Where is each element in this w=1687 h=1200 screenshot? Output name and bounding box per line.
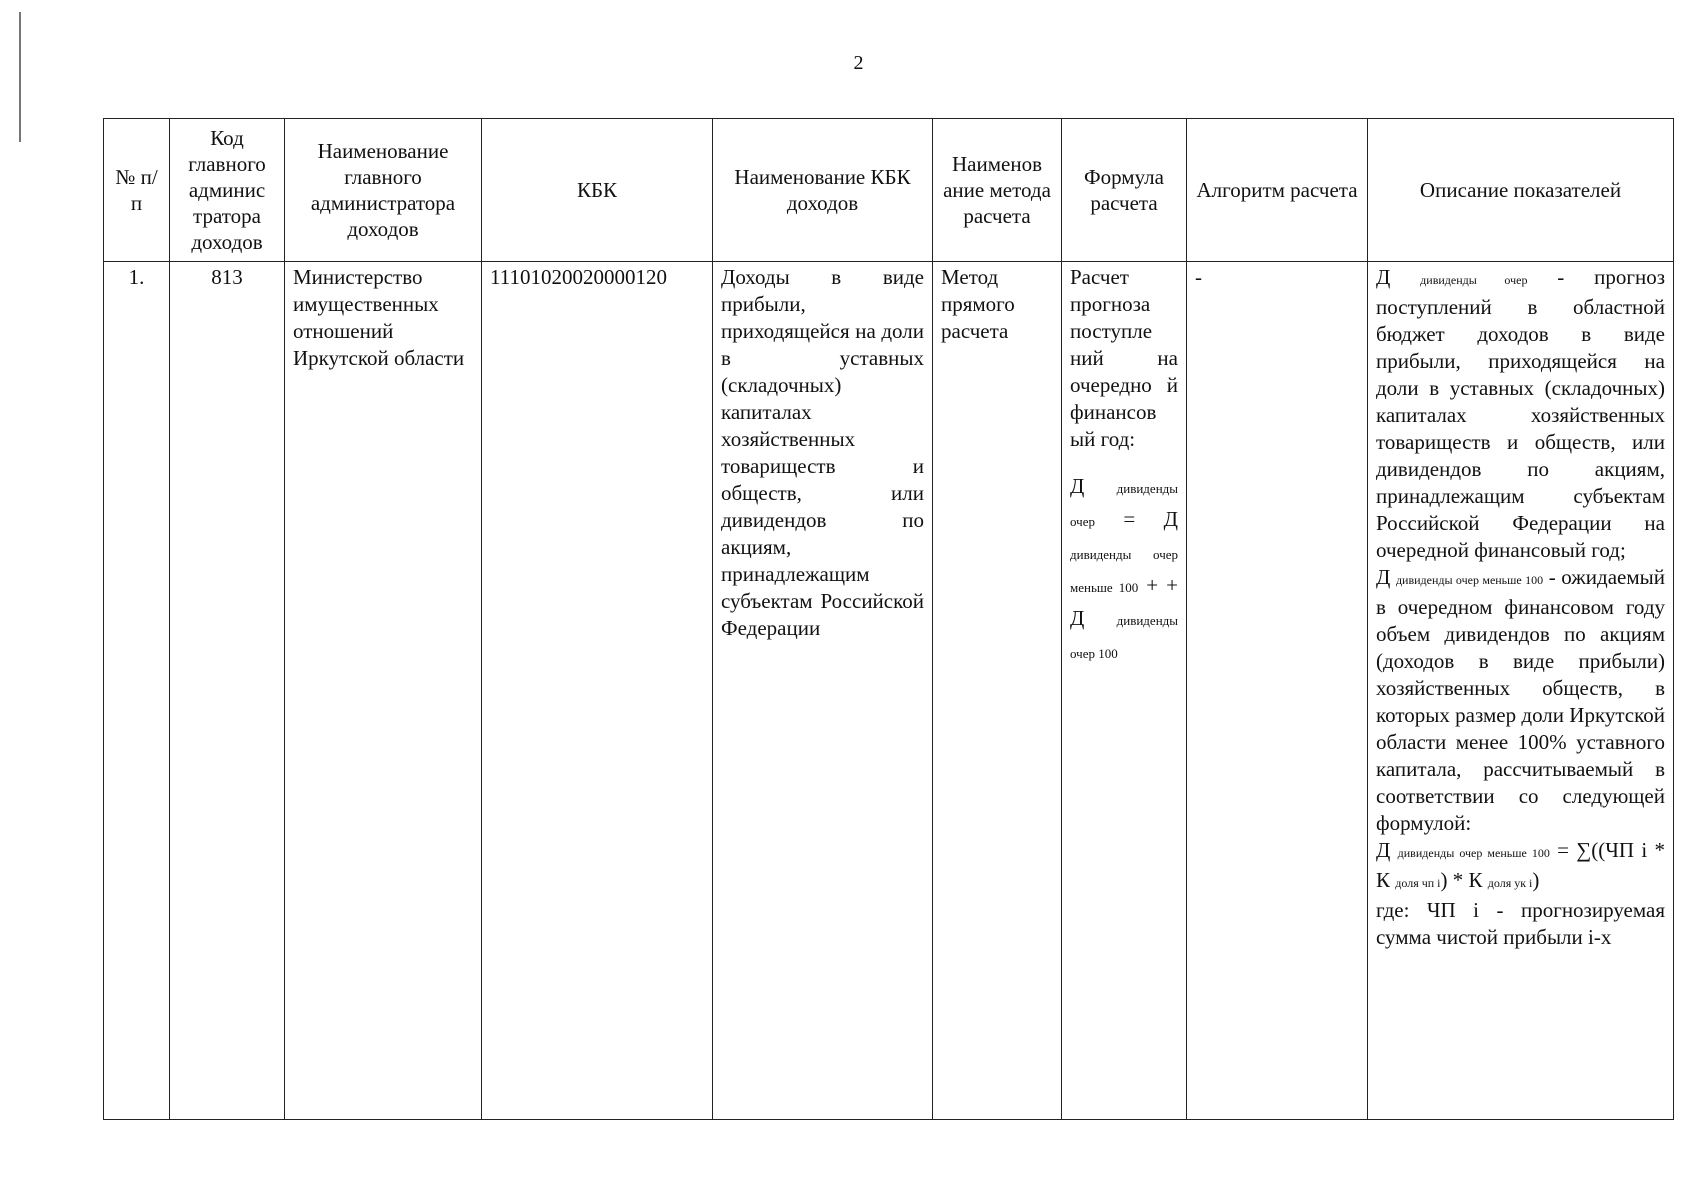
margin-mark — [19, 12, 21, 142]
header-method-name: Наименов ание метода расчета — [933, 119, 1062, 262]
cell-admin-name: Министерство имущественных отношений Иркутской области — [285, 262, 482, 1120]
header-admin-name: Наименование главного администратора доходов — [285, 119, 482, 262]
cell-description — [1368, 262, 1674, 1120]
cell-algorithm: - — [1187, 262, 1368, 1120]
header-kbk-name: Наименование КБК доходов — [713, 119, 933, 262]
header-formula: Формула расчета — [1062, 119, 1187, 262]
header-num: № п/п — [104, 119, 170, 262]
indicators-table — [103, 118, 1674, 1120]
cell-formula — [1062, 262, 1187, 1120]
header-algorithm: Алгоритм расчета — [1187, 119, 1368, 262]
cell-kbk: 11101020020000120 — [482, 262, 713, 1120]
header-row — [104, 119, 1674, 262]
page-number: 2 — [853, 52, 864, 74]
cell-admin-code: 813 — [170, 262, 285, 1120]
cell-method-name: Метод прямого расчета — [933, 262, 1062, 1120]
header-description: Описание показателей — [1368, 119, 1674, 262]
cell-kbk-name: Доходы в виде прибыли, приходящейся на доли в уставных (складочных) капиталах хозяйственных товариществ и обществ, или дивидендов по акциям, принадлежащим субъектам Российской Федерации — [713, 262, 933, 1120]
description-paragraph-2: Д дивиденды очер меньше 100 - ожидаемый в очередном финансовом году объем дивидендов по акциям (доходов в виде прибыли) хозяйственных обществ, в которых размер доли Иркутской области менее 100% уставного капитала, рассчитываемый в соответствии со следующей формулой: — [1376, 565, 1665, 835]
cell-num: 1. — [104, 262, 170, 1120]
header-kbk: КБК — [482, 119, 713, 262]
description-paragraph-3: где: ЧП i - прогнозируемая сумма чистой прибыли i-х — [1376, 898, 1665, 949]
header-admin-code: Код главного админис тратора доходов — [170, 119, 285, 262]
formula-expression: Д дивиденды очер = Д дивиденды очер меньше 100 + + Д дивиденды очер 100 — [1070, 474, 1178, 661]
formula-text: Расчет прогноза поступле ний на очередно й финансов ый год: — [1070, 265, 1178, 451]
description-paragraph-1: Д дивиденды очер - прогноз поступлений в областной бюджет доходов в виде прибыли, приходящейся на доли в уставных (складочных) капиталах хозяйственных товариществ и обществ, или дивидендов по акциям, принадлежащим субъектам Российской Федерации на очередной финансовый год; — [1376, 265, 1666, 562]
table-row — [104, 262, 1674, 1120]
description-formula: Д дивиденды очер меньше 100 = ∑((ЧП i * К доля чп i) * К доля ук i) — [1376, 838, 1666, 892]
